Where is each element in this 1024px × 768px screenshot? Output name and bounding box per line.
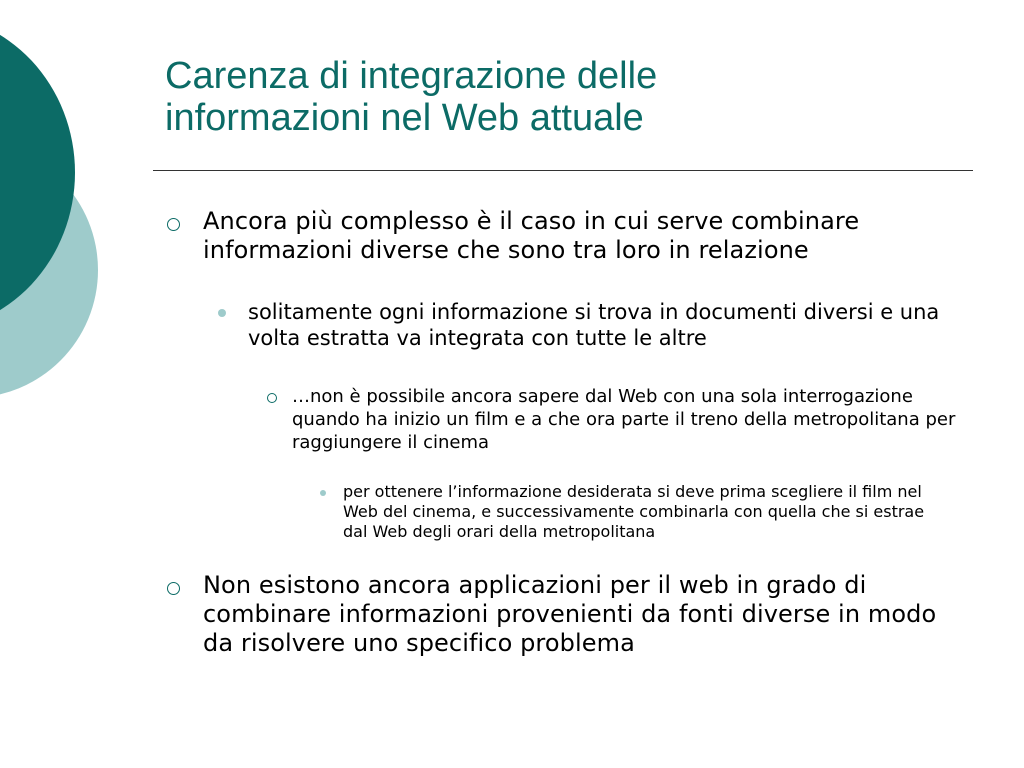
bullet-text: …non è possibile ancora sapere dal Web con una sola interrogazione quando ha inizio un film e a che ora parte il treno della metropolitana per raggiungere il cinema bbox=[292, 386, 956, 453]
bullet-text: Non esistono ancora applicazioni per il web in grado di combinare informazioni provenienti da fonti diverse in modo da risolvere uno specifico problema bbox=[203, 571, 937, 657]
bullet-text: solitamente ogni informazione si trova in documenti diversi e una volta estratta va integrata con tutte le altre bbox=[248, 300, 940, 350]
bullet-text: per ottenere l’informazione desiderata si deve prima scegliere il film nel Web del cinema, e successivamente combinarla con quella che si estrae dal Web degli orari della metropolitana bbox=[343, 482, 925, 541]
slide-title-line-2: informazioni nel Web attuale bbox=[165, 97, 644, 139]
bullet-text: Ancora più complesso è il caso in cui serve combinare informazioni diverse che sono tra loro in relazione bbox=[203, 207, 860, 264]
filled-dot-bullet-icon bbox=[218, 309, 226, 317]
hollow-circle-bullet-icon bbox=[167, 582, 180, 595]
slide-title-line-1: Carenza di integrazione delle bbox=[165, 55, 658, 97]
hollow-circle-bullet-icon bbox=[267, 393, 277, 403]
filled-dot-bullet-icon bbox=[320, 490, 326, 496]
hollow-circle-bullet-icon bbox=[167, 218, 180, 231]
